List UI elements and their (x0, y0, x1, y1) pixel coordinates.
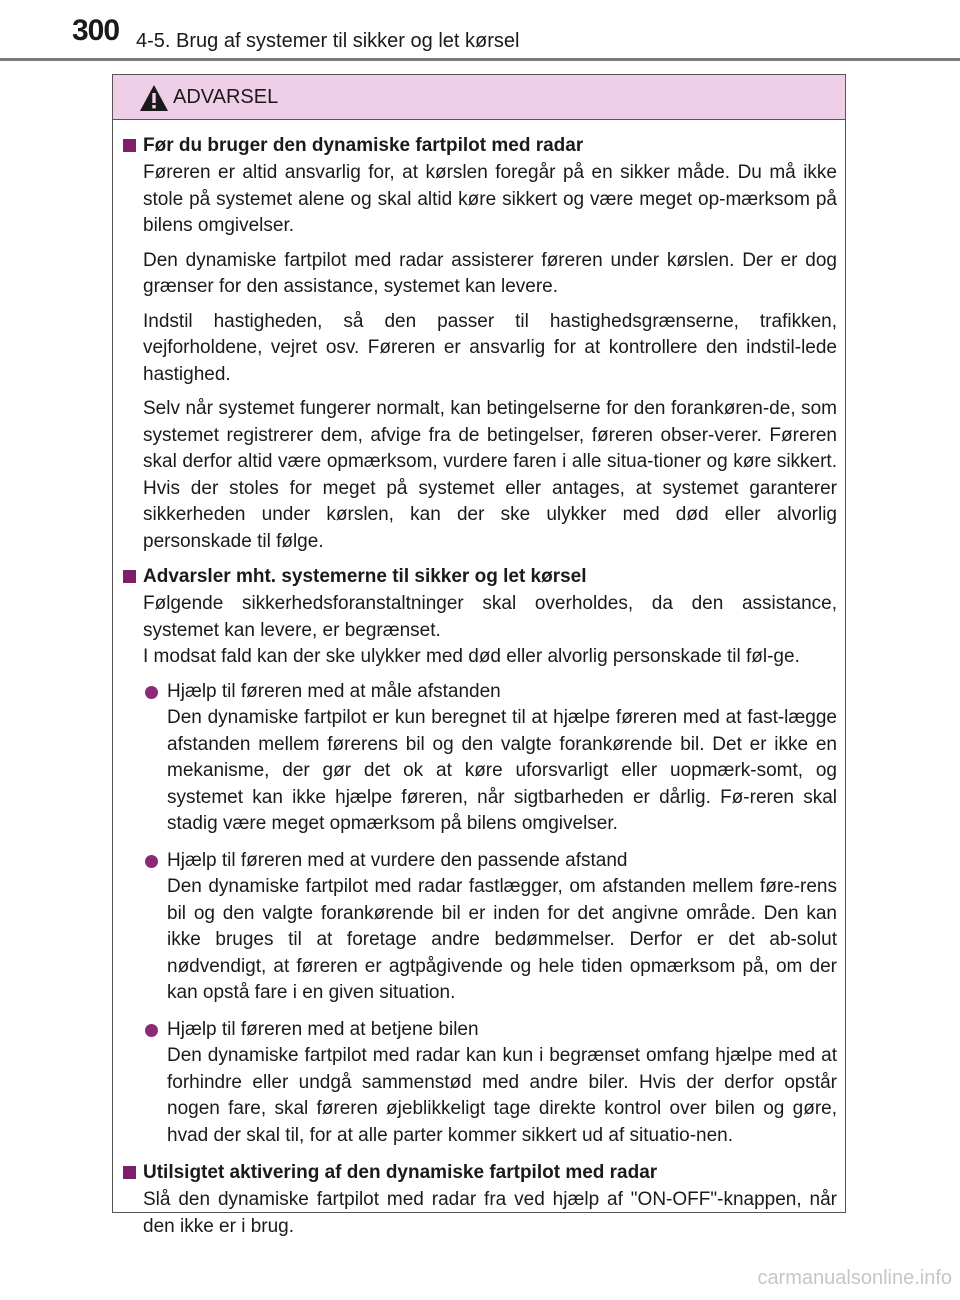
warning-body (113, 120, 845, 1240)
page-header (0, 0, 960, 60)
warning-header (113, 75, 845, 120)
paragraph: Den dynamiske fartpilot med radar assisterer føreren under kørslen. Der er dog grænser for den assistance, systemet kan levere. (143, 249, 837, 297)
list-item (121, 1017, 837, 1150)
bullet-text: Den dynamiske fartpilot med radar kan kun i begrænset omfang hjælpe med at forhindre eller undgå sammenstød med andre biler. Hvis der derfor opstår nogen fare, skal føreren øjeblikkeligt tage direkte kontrol over bilen og gøre, hvad der skal til, for at alle parter kommer sikkert ud af situatio-nen. (167, 1045, 837, 1146)
bullet-title: Hjælp til føreren med at måle afstanden (167, 680, 501, 702)
section-title: 4-5. Brug af systemer til sikker og let kørsel (136, 30, 520, 52)
page-number: 300 (72, 14, 120, 47)
paragraph: Selv når systemet fungerer normalt, kan betingelserne for den forankøren-de, som systemet registrerer dem, afvige fra de betingelser, føreren obser-verer. Føreren skal derfor altid være opmærksom, vurdere faren i alle situa-tioner og køre sikkert. Hvis der stoles for meget på systemet eller antages, at systemet garanterer sikkerheden under kørslen, kan der ske ulykker med død eller alvorlig personskade til følge. (143, 398, 837, 552)
section-heading-text: Før du bruger den dynamiske fartpilot med radar (143, 135, 584, 156)
section-heading-text: Utilsigtet aktivering af den dynamiske fartpilot med radar (143, 1162, 658, 1183)
bullet-title: Hjælp til føreren med at vurdere den passende afstand (167, 849, 628, 871)
round-bullet-icon (145, 855, 158, 868)
watermark: carmanualsonline.info (757, 1267, 952, 1289)
header-rule (0, 58, 960, 61)
warning-section-before-use (121, 132, 837, 555)
paragraph: Slå den dynamiske fartpilot med radar fra ved hjælp af "ON-OFF"-knappen, når den ikke er i brug. (143, 1189, 837, 1237)
paragraph: Føreren er altid ansvarlig for, at kørslen foregår på en sikker måde. Du må ikke stole på systemet alene og skal altid køre sikkert og være meget op-mærksom på bilens omgivelser. (143, 162, 837, 236)
paragraph: I modsat fald kan der ske ulykker med død eller alvorlig personskade til føl-ge. (143, 646, 800, 667)
square-bullet-icon (123, 139, 136, 152)
section-heading-text: Advarsler mht. systemerne til sikker og let kørsel (143, 566, 587, 587)
warning-triangle-icon (139, 84, 169, 112)
list-item (121, 679, 837, 838)
bullet-text: Den dynamiske fartpilot med radar fastlægger, om afstanden mellem føre-rens bil og den valgte forankørende bil er inden for det angivne område. Den kan ikke bruges til at foretage andre bedømmelser. Derfor er det ab-solut nødvendigt, at føreren er agtpågivende og hele tiden opmærksom på, om der kan opstå fare i en given situation. (167, 876, 837, 1003)
warning-label: ADVARSEL (173, 86, 279, 108)
warning-box (112, 74, 846, 1237)
paragraph: Indstil hastigheden, så den passer til hastighedsgrænserne, trafikken, vejforholdene, vejret osv. Føreren er ansvarlig for at kontrollere den indstil-lede hastighed. (143, 310, 837, 385)
section-heading (121, 132, 837, 159)
bullet-title: Hjælp til føreren med at betjene bilen (167, 1018, 479, 1040)
warning-section-unintended-activation (121, 1159, 837, 1240)
square-bullet-icon (123, 1166, 136, 1179)
warning-section-cautions (121, 563, 837, 1149)
section-heading (121, 563, 837, 590)
square-bullet-icon (123, 570, 136, 583)
round-bullet-icon (145, 1024, 158, 1037)
bullet-text: Den dynamiske fartpilot er kun beregnet til at hjælpe føreren med at fast-lægge afstanden mellem førerens bil og den valgte forankørende bil. Det er ikke en mekanisme, der gør det ok at køre uforsvarligt eller uopmærk-somt, og systemet kan ikke hjælpe føreren, når sigtbarheden er dårlig. Fø-reren skal stadig være meget opmærksom på bilens omgivelser. (167, 707, 837, 834)
list-item (121, 848, 837, 1007)
paragraph: Følgende sikkerhedsforanstaltninger skal overholdes, da den assistance, systemet kan levere, er begrænset. (143, 593, 837, 641)
round-bullet-icon (145, 686, 158, 699)
section-heading (121, 1159, 837, 1186)
